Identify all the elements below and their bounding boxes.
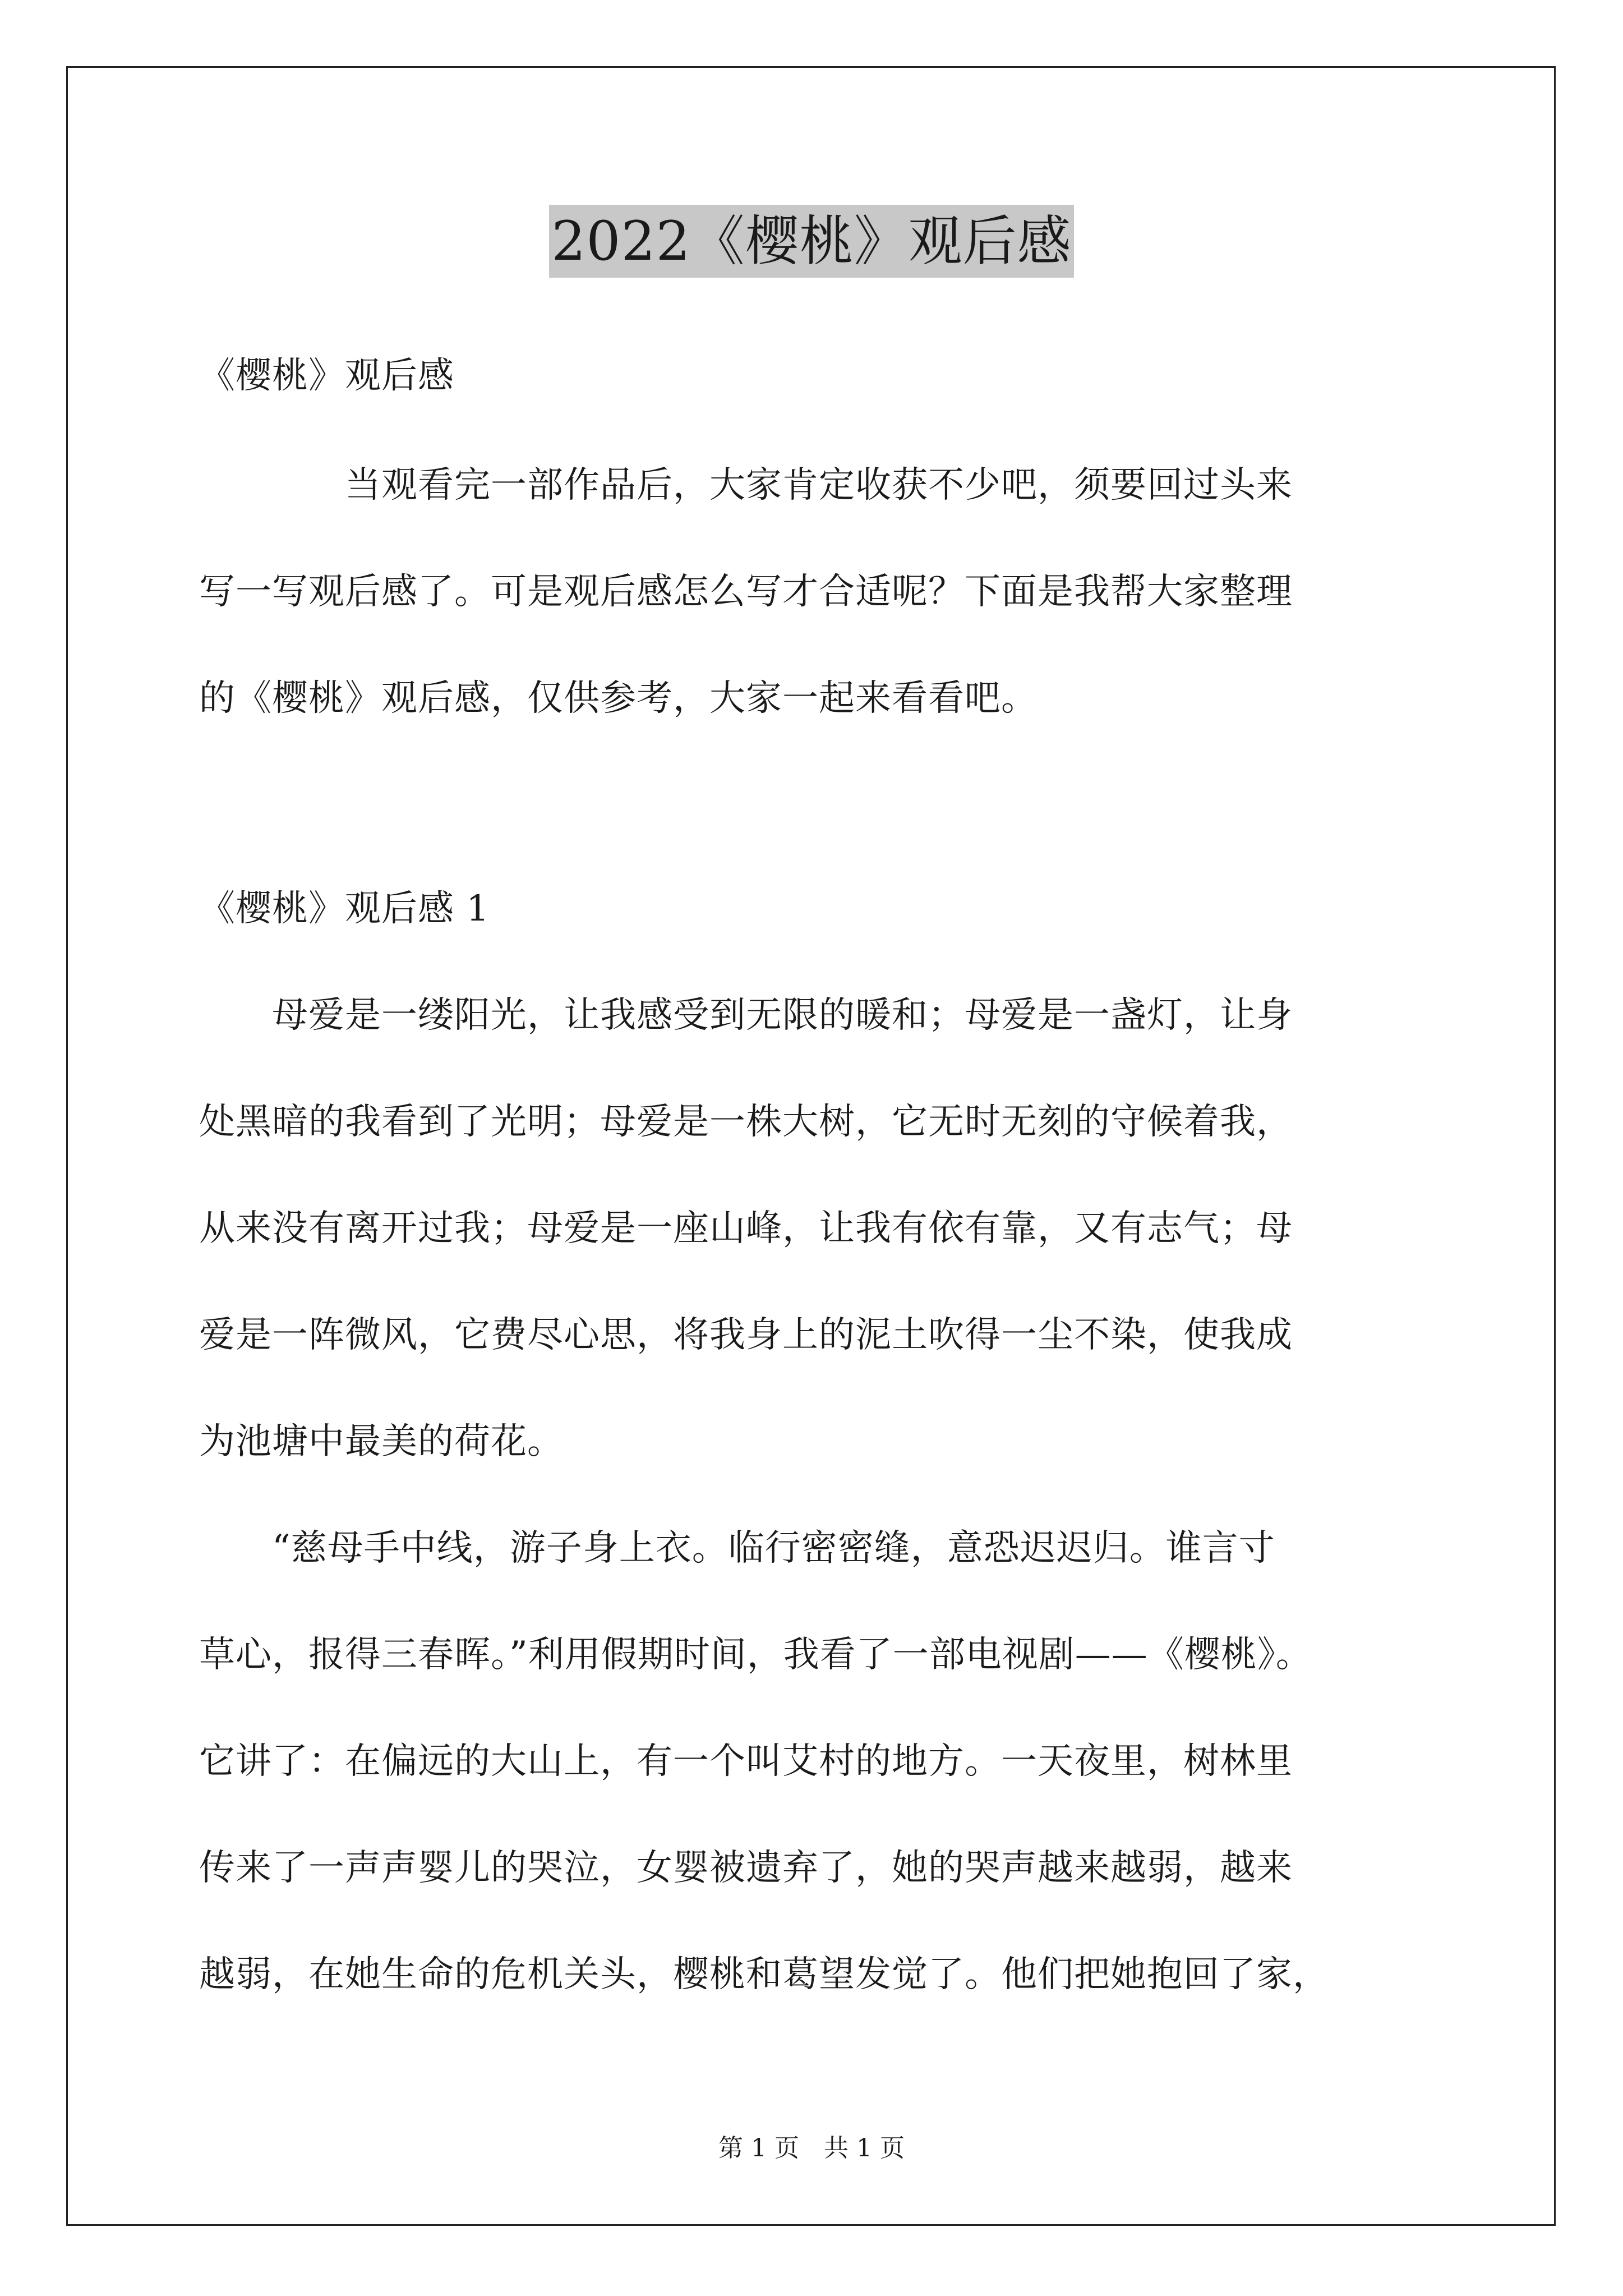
paragraph-line: 草心，报得三春晖。”利用假期时间，我看了一部电视剧——《樱桃》。 <box>199 1634 1312 1676</box>
paragraph-line: 爱是一阵微风，它费尽心思，将我身上的泥土吹得一尘不染，使我成 <box>199 1314 1293 1356</box>
paragraph-line: 处黑暗的我看到了光明；母爱是一株大树，它无时无刻的守候着我， <box>199 1101 1293 1143</box>
paragraph-line: 越弱，在她生命的危机关头，樱桃和葛望发觉了。他们把她抱回了家， <box>199 1954 1329 1995</box>
paragraph-line: 的《樱桃》观后感，仅供参考，大家一起来看看吧。 <box>199 678 1038 719</box>
paragraph-line: 当观看完一部作品后，大家肯定收获不少吧，须要回过头来 <box>199 464 1293 506</box>
section-heading: 《樱桃》观后感 1 <box>199 888 490 930</box>
section-heading: 《樱桃》观后感 <box>199 355 454 397</box>
paragraph-line: 它讲了：在偏远的大山上，有一个叫艾村的地方。一天夜里，树林里 <box>199 1741 1293 1782</box>
document-title: 2022《樱桃》观后感 <box>549 205 1073 278</box>
paragraph-line: 传来了一声声婴儿的哭泣，女婴被遗弃了，她的哭声越来越弱，越来 <box>199 1847 1293 1889</box>
paragraph-line: 从来没有离开过我；母爱是一座山峰，让我有依有靠，又有志气；母 <box>199 1208 1293 1249</box>
paragraph-line: 母爱是一缕阳光，让我感受到无限的暖和；母爱是一盏灯，让身 <box>199 995 1293 1036</box>
paragraph-line: 为池塘中最美的荷花。 <box>199 1421 564 1462</box>
paragraph-line: “慈母手中线，游子身上衣。临行密密缝，意恐迟迟归。谁言寸 <box>199 1527 1275 1569</box>
paragraph-line: 写一写观后感了。可是观后感怎么写才合适呢？下面是我帮大家整理 <box>199 571 1293 613</box>
page-footer: 第 1 页 共 1 页 <box>718 2134 905 2162</box>
title-container <box>0 205 1623 278</box>
